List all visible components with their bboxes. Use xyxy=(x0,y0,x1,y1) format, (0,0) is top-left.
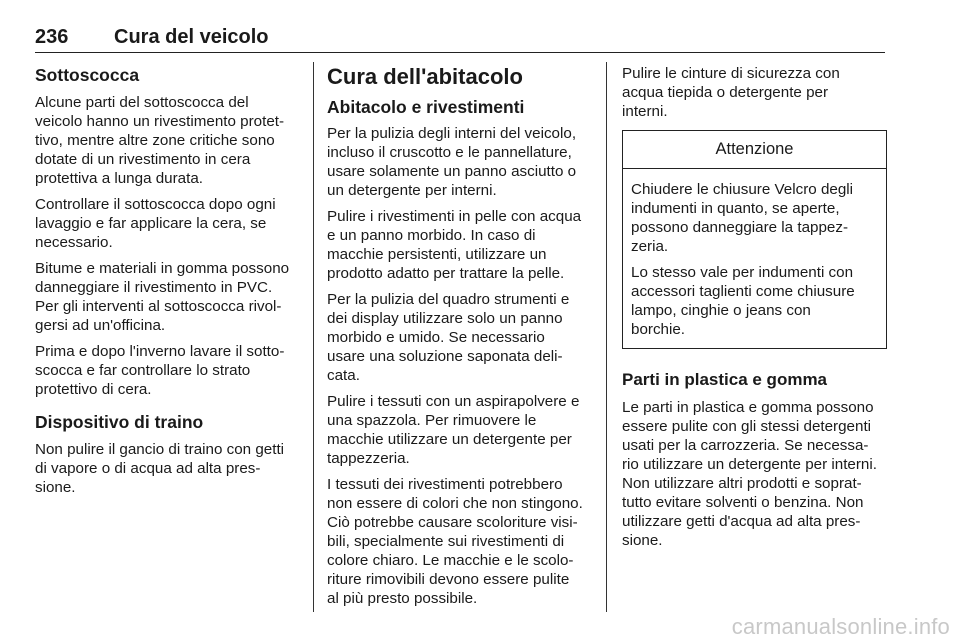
chapter-title: Cura del veicolo xyxy=(114,26,269,48)
watermark-logo: carmanualsonline.info xyxy=(731,614,950,639)
column-middle xyxy=(327,64,592,615)
warning-paragraph: Chiudere le chiusure Velcro degli indumenti in quanto, se aperte, possono danneggiare la tappez- zeria. xyxy=(631,181,854,255)
heading-underbody: Sottoscocca xyxy=(35,65,140,85)
page-number: 236 xyxy=(35,26,69,48)
warning-title: Attenzione xyxy=(623,131,886,169)
paragraph: Pulire i rivestimenti in pelle con acqua e un panno morbido. In caso di macchie persistenti, utilizzare un prodotto adatto per trattare la pelle. xyxy=(327,208,582,282)
page-header xyxy=(35,24,885,53)
paragraph: Le parti in plastica e gomma possono essere pulite con gli stessi detergenti usati per la carrozzeria. Se necessa- rio utilizzare un detergente per interni. Non utilizzare altri prodotti e soprat- tutto evitare solventi o benzina. Non utilizzare getti d'acqua ad alta pres- sione. xyxy=(622,399,877,549)
paragraph: Alcune parti del sottoscocca del veicolo hanno un rivestimento protet- tivo, mentre altre zone critiche sono dotate di un rivestimento in cera protettiva a lunga durata. xyxy=(35,94,285,187)
warning-box xyxy=(622,130,887,349)
paragraph: Bitume e materiali in gomma possono danneggiare il rivestimento in PVC. Per gli interventi al sottoscocca rivol- gersi ad un'officina. xyxy=(35,260,290,334)
column-divider-left xyxy=(313,62,314,612)
paragraph: Controllare il sottoscocca dopo ogni lavaggio e far applicare la cera, se necessario. xyxy=(35,196,276,251)
paragraph: Non pulire il gancio di traino con getti di vapore o di acqua ad alta pres- sione. xyxy=(35,441,285,496)
paragraph: Pulire le cinture di sicurezza con acqua tiepida o detergente per interni. xyxy=(622,65,840,120)
paragraph: Pulire i tessuti con un aspirapolvere e una spazzola. Per rimuovere le macchie utilizzare un detergente per tappezzeria. xyxy=(327,393,580,467)
heading-interior-trim: Abitacolo e rivestimenti xyxy=(327,97,525,117)
heading-interior-care: Cura dell'abitacolo xyxy=(327,64,523,89)
column-divider-right xyxy=(606,62,607,612)
warning-paragraph: Lo stesso vale per indumenti con accessori taglienti come chiusure lampo, cinghie o jeans con borchie. xyxy=(631,264,855,338)
heading-plastic-rubber-parts: Parti in plastica e gomma xyxy=(622,370,828,389)
paragraph: Per la pulizia del quadro strumenti e dei display utilizzare solo un panno morbido e umido. Se necessario usare una soluzione saponata deli- cata. xyxy=(327,291,570,384)
warning-body xyxy=(623,169,886,348)
paragraph: Per la pulizia degli interni del veicolo, incluso il cruscotto e le pannellature, usare solamente un panno asciutto o un detergente per interni. xyxy=(327,125,577,199)
column-right xyxy=(622,64,887,557)
column-left xyxy=(35,64,300,504)
paragraph: Prima e dopo l'inverno lavare il sotto- scocca e far controllare lo strato protettivo di cera. xyxy=(35,343,285,398)
paragraph: I tessuti dei rivestimenti potrebbero non essere di colori che non stingono. Ciò potrebbe causare scoloriture visi- bili, specialmente sui rivestimenti di colore chiaro. Le macchie e le scolo- riture rimovibili devono essere pulite al più presto possibile. xyxy=(327,476,583,607)
heading-towing-device: Dispositivo di traino xyxy=(35,412,204,432)
